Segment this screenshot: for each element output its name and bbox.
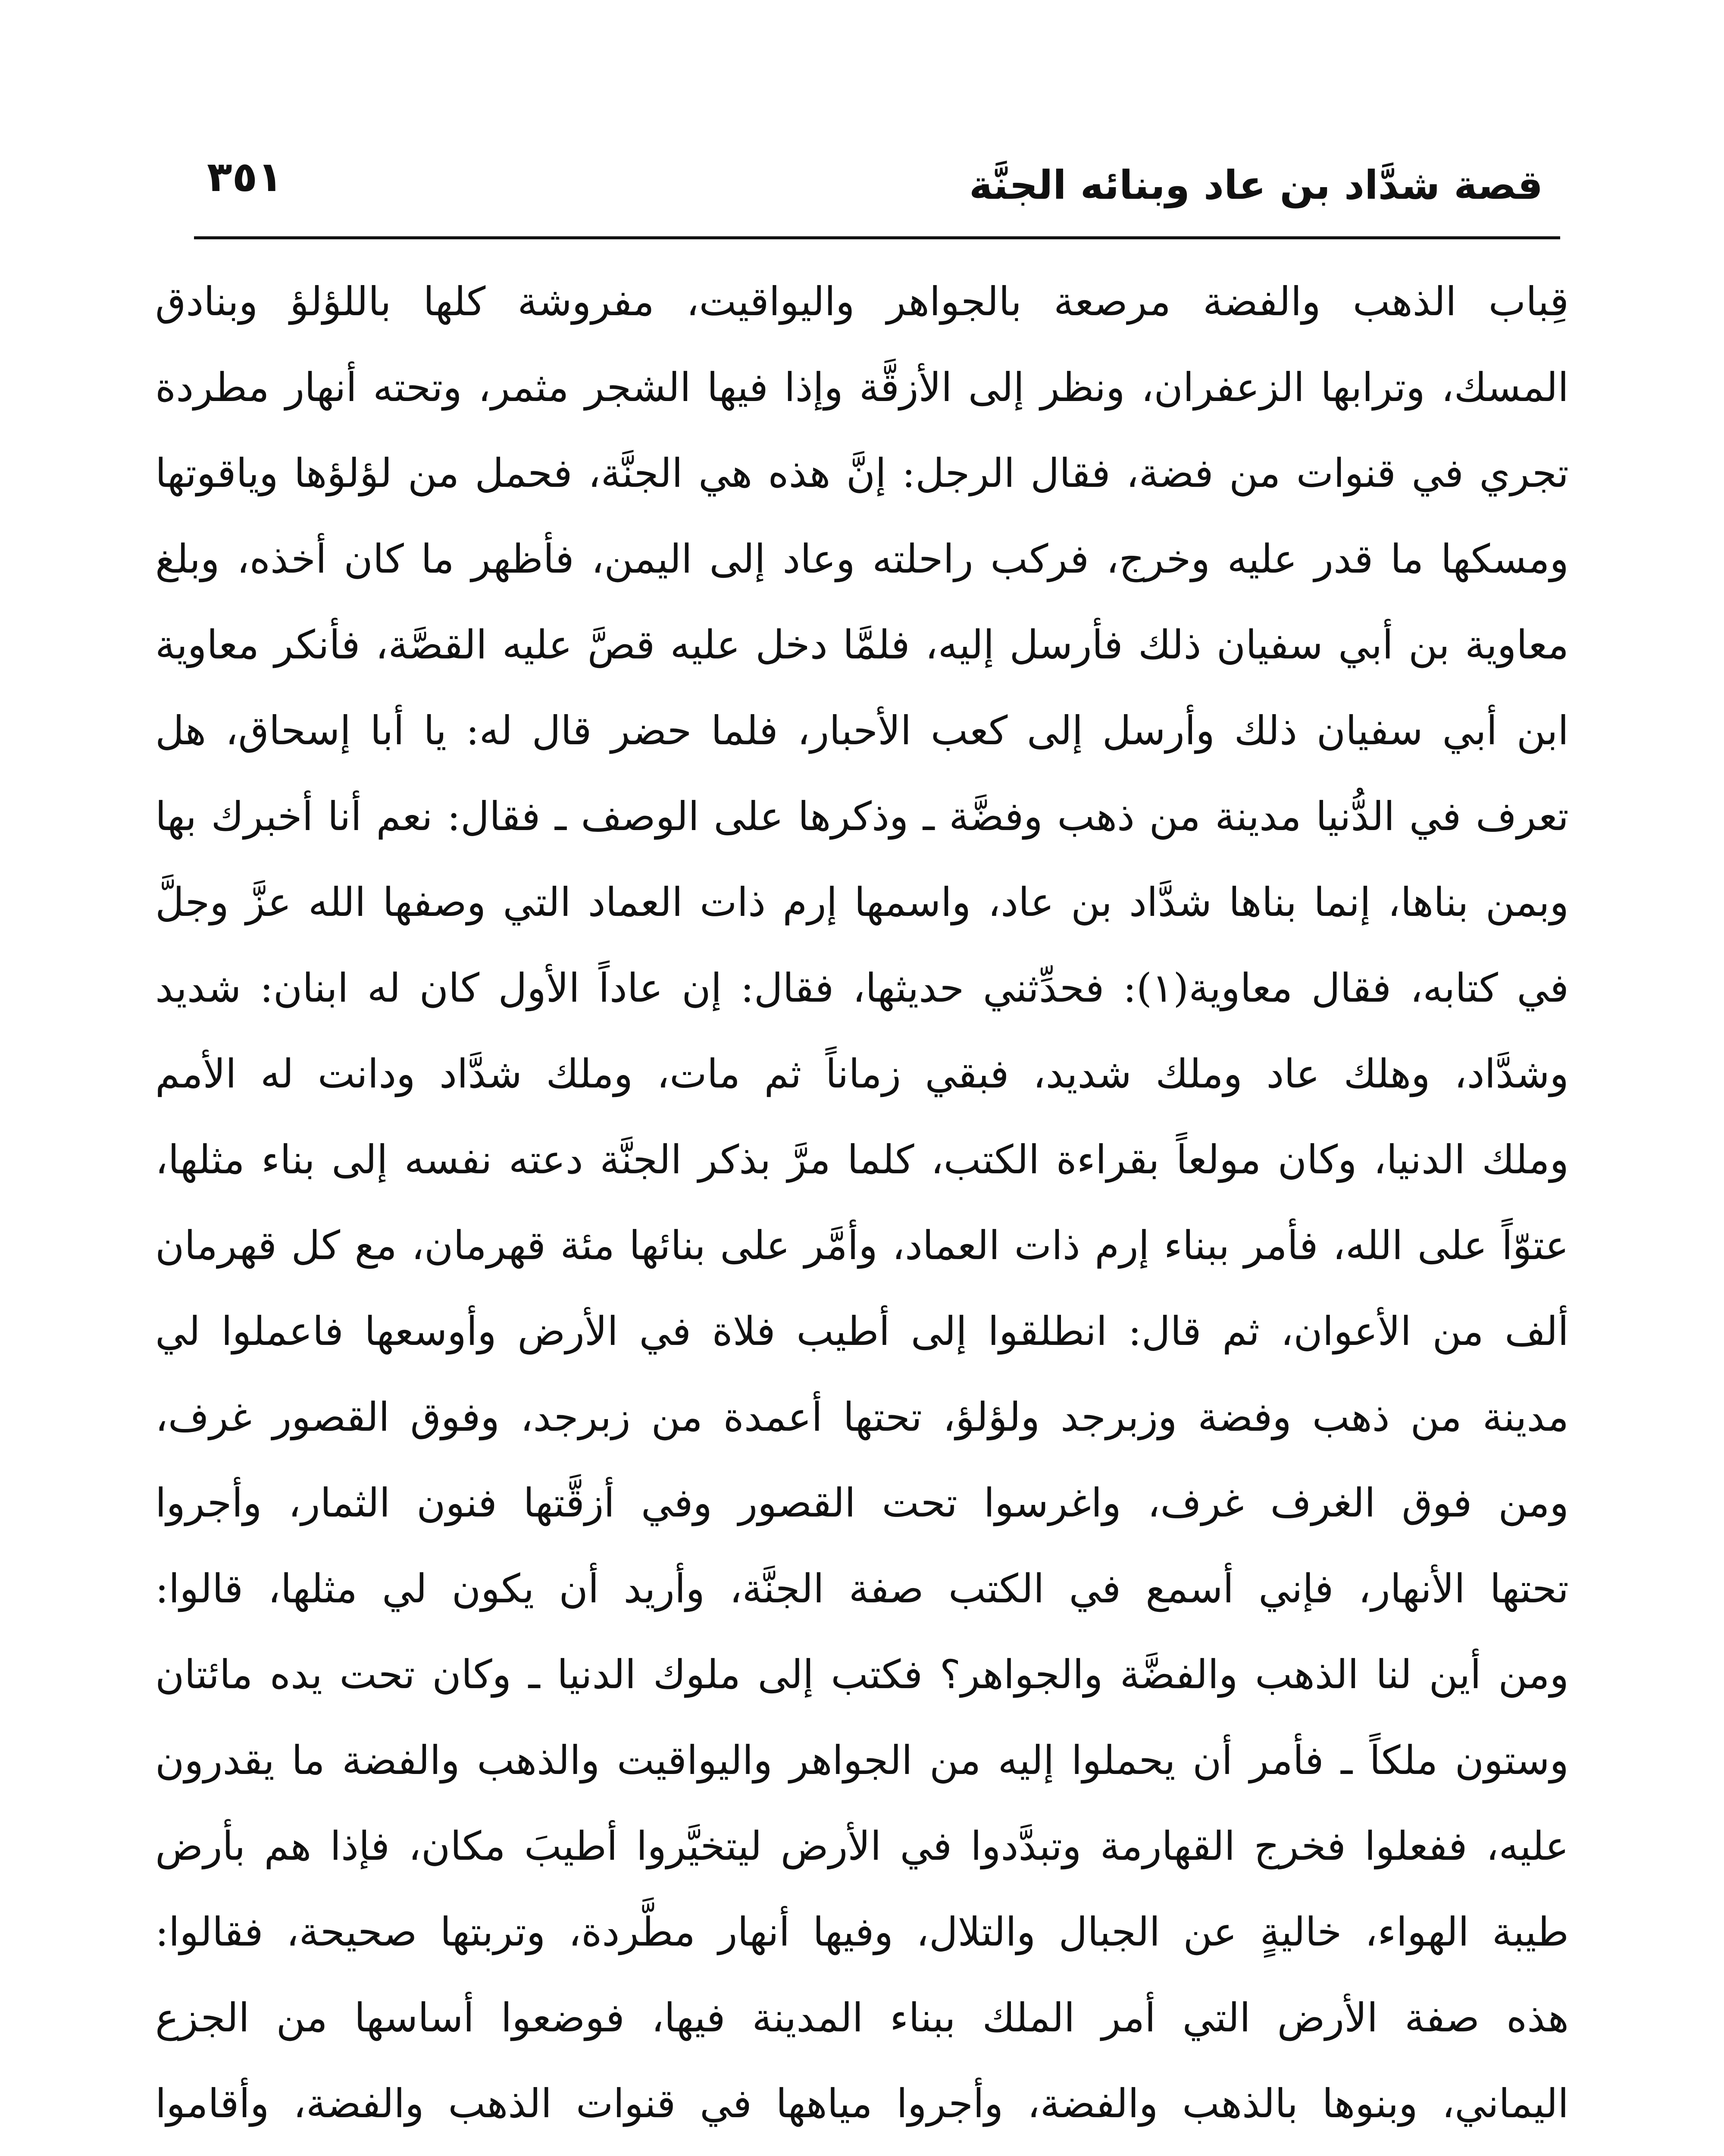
- text-line: في كتابه، فقال معاوية(١): فحدِّثني حديثها، فقال: إن عاداً الأول كان له ابنان: شديد: [155, 965, 1569, 1011]
- text-line: ومسكها ما قدر عليه وخرج، فركب راحلته وعاد إلى اليمن، فأظهر ما كان أخذه، وبلغ: [155, 536, 1569, 582]
- text-line: عتوّاً على الله، فأمر ببناء إرم ذات العماد، وأمَّر على بنائها مئة قهرمان، مع كل قهرمان: [155, 1222, 1569, 1269]
- text-line: وملك الدنيا، وكان مولعاً بقراءة الكتب، كلما مرَّ بذكر الجنَّة دعته نفسه إلى بناء مثلها،: [155, 1137, 1569, 1183]
- text-line: ابن أبي سفيان ذلك وأرسل إلى كعب الأحبار، فلما حضر قال له: يا أبا إسحاق، هل: [155, 708, 1569, 754]
- text-line: تعرف في الدُّنيا مدينة من ذهب وفضَّة ـ وذكرها على الوصف ـ فقال: نعم أنا أخبرك بها: [155, 793, 1569, 840]
- text-line: معاوية بن أبي سفيان ذلك فأرسل إليه، فلمَّا دخل عليه قصَّ عليه القصَّة، فأنكر معاوية: [155, 622, 1569, 668]
- text-line: ألف من الأعوان، ثم قال: انطلقوا إلى أطيب فلاة في الأرض وأوسعها فاعملوا لي: [155, 1308, 1569, 1354]
- page-number: ٣٥١: [207, 153, 283, 201]
- text-line: اليماني، وبنوها بالذهب والفضة، وأجروا مياهها في قنوات الذهب والفضة، وأقاموا: [155, 2081, 1569, 2127]
- text-line: ومن فوق الغرف غرف، واغرسوا تحت القصور وفي أزقَّتها فنون الثمار، وأجروا: [155, 1480, 1569, 1526]
- text-line: تجري في قنوات من فضة، فقال الرجل: إنَّ هذه هي الجنَّة، فحمل من لؤلؤها وياقوتها: [155, 450, 1569, 496]
- text-line: وشدَّاد، وهلك عاد وملك شديد، فبقي زماناً ثم مات، وملك شدَّاد ودانت له الأمم: [155, 1051, 1569, 1097]
- running-title: قصة شدَّاد بن عاد وبنائه الجنَّة: [969, 162, 1543, 208]
- text-line: وبمن بناها، إنما بناها شدَّاد بن عاد، واسمها إرم ذات العماد التي وصفها الله عزَّ وجلَّ: [155, 879, 1569, 925]
- body-text: [155, 259, 1569, 2156]
- text-line: تحتها الأنهار، فإني أسمع في الكتب صفة الجنَّة، وأريد أن يكون لي مثلها، قالوا:: [155, 1566, 1569, 1612]
- text-line: قِباب الذهب والفضة مرصعة بالجواهر واليواقيت، مفروشة كلها باللؤلؤ وبنادق: [155, 279, 1569, 325]
- text-line: هذه صفة الأرض التي أمر الملك ببناء المدينة فيها، فوضعوا أساسها من الجزع: [155, 1995, 1569, 2041]
- text-line: [155, 2147, 1569, 2156]
- text-line: المسك، وترابها الزعفران، ونظر إلى الأزقَّة وإذا فيها الشجر مثمر، وتحته أنهار مطردة: [155, 364, 1569, 411]
- page-header: [194, 147, 1543, 224]
- text-line: طيبة الهواء، خاليةٍ عن الجبال والتلال، وفيها أنهار مطَّردة، وتربتها صحيحة، فقالوا:: [155, 1909, 1569, 1955]
- text-line: عليه، ففعلوا فخرج القهارمة وتبدَّدوا في الأرض ليتخيَّروا أطيبَ مكان، فإذا هم بأرض: [155, 1823, 1569, 1869]
- text-line: وستون ملكاً ـ فأمر أن يحملوا إليه من الجواهر واليواقيت والذهب والفضة ما يقدرون: [155, 1737, 1569, 1783]
- text-line: ومن أين لنا الذهب والفضَّة والجواهر؟ فكتب إلى ملوك الدنيا ـ وكان تحت يده مائتان: [155, 1651, 1569, 1698]
- header-rule: [194, 236, 1560, 239]
- text-line: مدينة من ذهب وفضة وزبرجد ولؤلؤ، تحتها أعمدة من زبرجد، وفوق القصور غرف،: [155, 1394, 1569, 1440]
